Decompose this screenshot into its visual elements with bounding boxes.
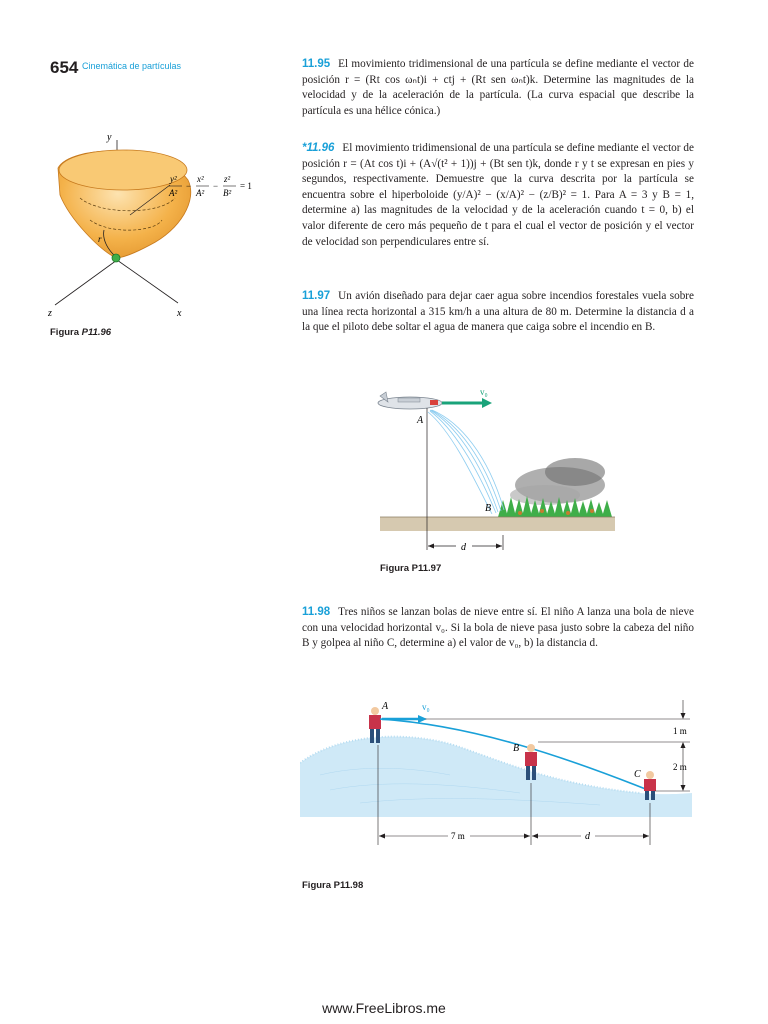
problem-text: El movimiento tridimensional de una partícula se define mediante el vector de posición r = (Rt cos ωₙt)i + ctj + (Rt sen ωₙt)k. Determine las magnitudes de la velocidad y de la aceleración de la partícula. (La curva espacial que describe la partícula es una hélice cónica.)	[302, 58, 694, 117]
problem-11-96	[302, 141, 694, 250]
eq-z2: z²	[224, 174, 231, 184]
ground	[380, 517, 615, 531]
label-1m: 1 m	[673, 726, 687, 736]
problem-number: 11.95	[302, 58, 331, 70]
x-axis-label: x	[177, 308, 182, 319]
problem-text: Un avión diseñado para dejar caer agua sobre incendios forestales vuela sobre una línea recta horizontal a 315 km/h a una altura de 80 m. Determine la distancia d a la que el piloto debe soltar el agua de manera que caiga sobre el incendio en B.	[302, 290, 694, 334]
water-spray	[428, 410, 504, 514]
eq-minus-2: −	[213, 181, 219, 191]
eq-rhs: = 1	[240, 181, 252, 191]
eq-y2: y²	[170, 174, 177, 184]
caption-id: P11.96	[81, 327, 112, 338]
eq-x2: x²	[197, 174, 204, 184]
caption-p11-96	[50, 327, 111, 338]
problem-number: *11.96	[302, 142, 335, 154]
eq-A2-second: A²	[196, 188, 205, 198]
running-head: Cinemática de partículas	[82, 61, 182, 71]
figure-p11-97	[370, 380, 620, 555]
label-A: A	[382, 701, 389, 712]
problem-number: 11.97	[302, 290, 331, 302]
label-d: d	[461, 542, 466, 553]
eq-B2: B²	[223, 188, 232, 198]
label-2m: 2 m	[673, 762, 687, 772]
airplane	[378, 392, 442, 409]
figure-p11-96	[30, 120, 270, 330]
caption-prefix: Figura	[50, 327, 80, 338]
surface-rim	[59, 150, 187, 190]
label-B: B	[513, 743, 520, 754]
problem-number: 11.98	[302, 606, 331, 618]
problem-11-95	[302, 57, 694, 119]
page-number: 654	[50, 58, 79, 77]
curve-label: r	[98, 234, 102, 244]
problem-11-98	[302, 605, 694, 652]
label-v0: v₀	[422, 702, 430, 712]
x-axis	[117, 260, 178, 303]
caption-p11-98: Figura P11.98	[302, 880, 364, 891]
figure-p11-98	[300, 695, 695, 855]
label-B: B	[485, 503, 492, 514]
y-axis-label: y	[107, 132, 112, 143]
label-C: C	[634, 769, 641, 780]
eq-minus-1: −	[186, 181, 192, 191]
caption-p11-97: Figura P11.97	[380, 563, 442, 574]
particle-point	[112, 254, 120, 262]
z-axis	[55, 260, 117, 305]
label-v0: v₀	[480, 387, 488, 397]
eq-A2: A²	[169, 188, 178, 198]
z-axis-label: z	[48, 308, 52, 319]
footer-url: www.FreeLibros.me	[322, 1000, 446, 1016]
problem-text: Tres niños se lanzan bolas de nieve entre sí. El niño A lanza una bola de nieve con una velocidad horizontal v₀. Si la bola de nieve pasa justo sobre la cabeza del niño B y golpea al niño C, determine a) el valor de v₀, b) la distancia d.	[302, 606, 694, 650]
problem-11-97	[302, 289, 694, 336]
label-d: d	[585, 831, 590, 842]
label-7m: 7 m	[451, 831, 465, 841]
label-A: A	[417, 415, 424, 426]
problem-text: El movimiento tridimensional de una partícula se define mediante el vector de posición r = (At cos t)i + (A√(t² + 1))j + (Bt sen t)k, donde r y t se expresan en pies y segundos, respectivamente. Demuestre que la curva descrita por la partícula se encuentra sobre el hiperboloide (y/A)² − (x/A)² − (z/B)² = 1. Para A = 3 y B = 1, determine a) las magnitudes de la velocidad y de la aceleración cuando t = 0, b) el valor diferente de cero más pequeño de t para el cual el vector de posición y el vector de velocidad son perpendiculares entre sí.	[302, 142, 694, 248]
